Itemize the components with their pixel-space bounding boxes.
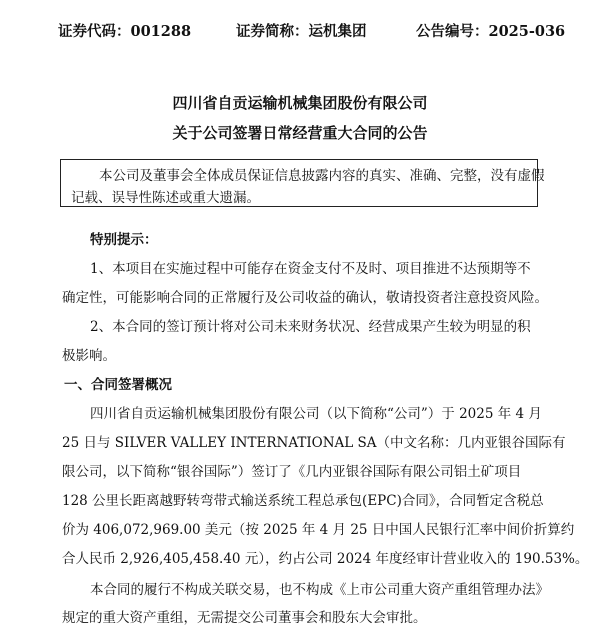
special-item-1-line: 确定性，可能影响合同的正常履行及公司收益的确认，敬请投资者注意投资风险。 — [62, 290, 548, 306]
special-item-1-line: 1、本项目在实施过程中可能存在资金支付不及时、项目推进不达预期等不 — [90, 261, 531, 277]
paragraph-line: 合人民币 2,926,405,458.40 元），约占公司 2024 年度经审计营业收入的 190.53%。 — [62, 551, 589, 567]
paragraph-line: 规定的重大资产重组，无需提交公司董事会和股东大会审批。 — [62, 610, 427, 626]
notice-line: 记载、误导性陈述或重大遗漏。 — [71, 190, 260, 206]
special-item-2-line: 2、本合同的签订预计将对公司未来财务状况、经营成果产生较为明显的积 — [90, 319, 531, 335]
announcement-number: 公告编号：2025-036 — [416, 23, 566, 40]
section-1-heading: 一、合同签署概况 — [64, 377, 172, 393]
paragraph-line: 本合同的履行不构成关联交易，也不构成《上市公司重大资产重组管理办法》 — [90, 582, 549, 598]
announcement-title: 关于公司签署日常经营重大合同的公告 — [172, 124, 428, 142]
special-notice-heading: 特别提示： — [90, 232, 158, 248]
paragraph-line: 价为 406,072,969.00 美元（按 2025 年 4 月 25 日中国人民银行汇率中间价折算约 — [62, 522, 575, 538]
paragraph-line: 限公司，以下简称“银谷国际”）签订了《几内亚银谷国际有限公司铝土矿项目 — [62, 464, 522, 480]
stock-name: 证券简称：运机集团 — [236, 23, 367, 40]
paragraph-line: 四川省自贡运输机械集团股份有限公司（以下简称“公司”）于 2025 年 4 月 — [90, 406, 542, 422]
document-header — [0, 20, 600, 42]
notice-line: 本公司及董事会全体成员保证信息披露内容的真实、准确、完整，没有虚假 — [99, 168, 545, 184]
paragraph-line: 25 日与 SILVER VALLEY INTERNATIONAL SA（中文名称：几内亚银谷国际有 — [62, 435, 566, 451]
company-title: 四川省自贡运输机械集团股份有限公司 — [172, 94, 428, 112]
stock-code: 证券代码：001288 — [58, 23, 192, 40]
paragraph-line: 128 公里长距离越野转弯带式输送系统工程总承包(EPC)合同》，合同暂定含税总 — [62, 493, 544, 509]
special-item-2-line: 极影响。 — [62, 348, 116, 364]
disclosure-notice-box — [60, 159, 545, 207]
